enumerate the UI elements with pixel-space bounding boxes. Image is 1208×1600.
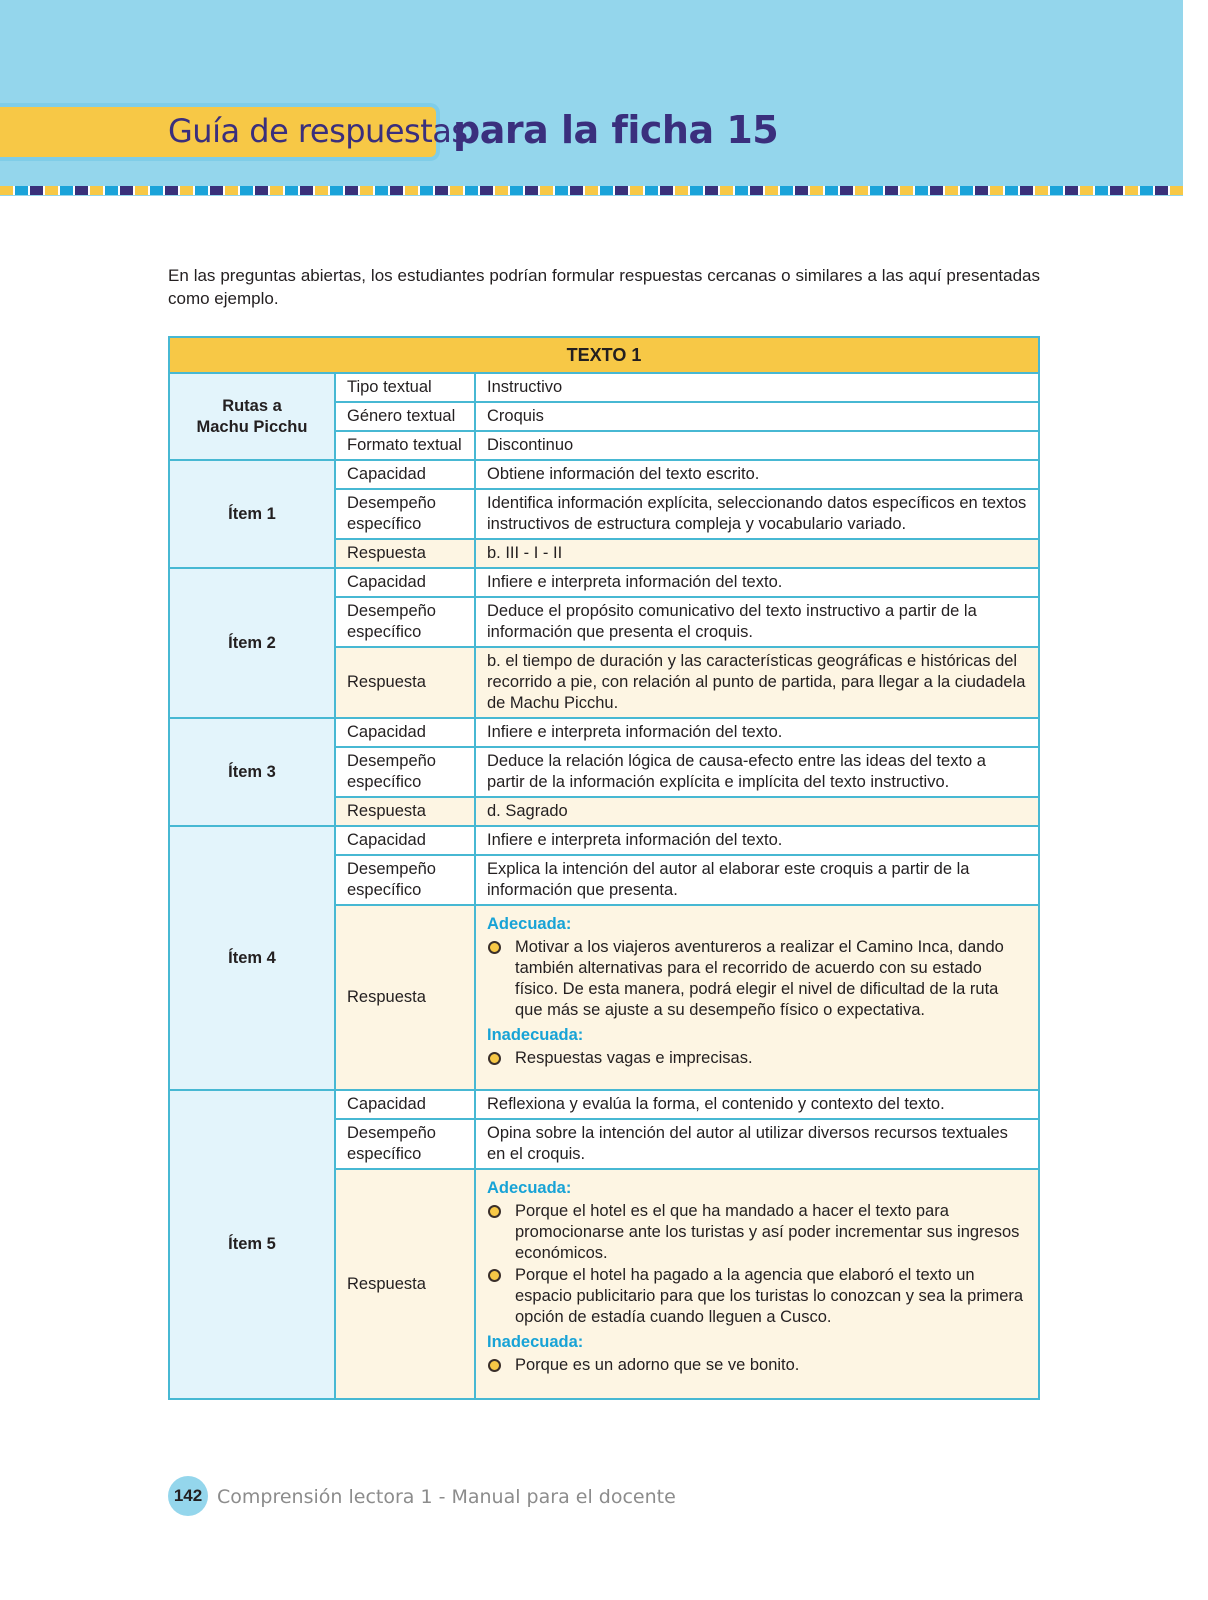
capacidad-value: Infiere e interpreta información del texto. — [475, 826, 1039, 855]
list-item: Porque es un adorno que se ve bonito. — [487, 1355, 1027, 1376]
page-title: para la ficha 15 — [453, 108, 779, 152]
table-row — [169, 1090, 1039, 1119]
decorative-dash-strip — [0, 186, 1183, 195]
capacidad-value: Infiere e interpreta información del texto. — [475, 718, 1039, 747]
desempeno-label: Desempeño específico — [335, 855, 475, 905]
capacidad-label: Capacidad — [335, 568, 475, 597]
desempeno-label: Desempeño específico — [335, 489, 475, 539]
desempeno-value: Deduce la relación lógica de causa-efecto entre las ideas del texto a partir de la información explícita e implícita del texto instructivo. — [475, 747, 1039, 797]
inadecuada-label: Inadecuada: — [487, 1333, 584, 1351]
respuesta-value — [475, 1169, 1039, 1399]
row-value: Croquis — [475, 402, 1039, 431]
respuesta-value — [475, 905, 1039, 1090]
capacidad-value: Obtiene información del texto escrito. — [475, 460, 1039, 489]
list-item: Respuestas vagas e imprecisas. — [487, 1048, 1027, 1069]
desempeno-value: Explica la intención del autor al elaborar este croquis a partir de la información que presenta. — [475, 855, 1039, 905]
capacidad-label: Capacidad — [335, 1090, 475, 1119]
desempeno-label: Desempeño específico — [335, 1119, 475, 1169]
header-banner — [0, 0, 1183, 196]
item-label: Ítem 1 — [169, 460, 335, 568]
desempeno-value: Opina sobre la intención del autor al utilizar diversos recursos textuales en el croquis. — [475, 1119, 1039, 1169]
table-row — [169, 826, 1039, 855]
respuesta-label: Respuesta — [335, 647, 475, 718]
respuesta-label: Respuesta — [335, 1169, 475, 1399]
adecuada-label: Adecuada: — [487, 915, 572, 933]
title-tab-text: Guía de respuestas — [168, 112, 468, 150]
rutas-label: Rutas a Machu Picchu — [169, 373, 335, 460]
page-number: 142 — [168, 1476, 208, 1516]
row-label: Formato textual — [335, 431, 475, 460]
list-item: Motivar a los viajeros aventureros a realizar el Camino Inca, dando también alternativas para el recorrido de acuerdo con su estado físico. De esta manera, podrá elegir el nivel de dificultad de la ruta que más se ajuste a su desempeño físico o expectativa. — [487, 937, 1027, 1021]
row-value: Instructivo — [475, 373, 1039, 402]
capacidad-value: Reflexiona y evalúa la forma, el contenido y contexto del texto. — [475, 1090, 1039, 1119]
respuesta-value: d. Sagrado — [475, 797, 1039, 826]
desempeno-label: Desempeño específico — [335, 747, 475, 797]
inadecuada-label: Inadecuada: — [487, 1026, 584, 1044]
respuesta-label: Respuesta — [335, 905, 475, 1090]
intro-paragraph: En las preguntas abiertas, los estudiantes podrían formular respuestas cercanas o similares a las aquí presentadas como ejemplo. — [168, 266, 1040, 308]
item-label: Ítem 2 — [169, 568, 335, 718]
table-row — [169, 373, 1039, 402]
table-row — [169, 460, 1039, 489]
desempeno-label: Desempeño específico — [335, 597, 475, 647]
adecuada-list — [487, 1201, 1027, 1328]
list-item: Porque el hotel ha pagado a la agencia que elaboró el texto un espacio publicitario para que los turistas lo conozcan y sea la primera opción de estadía cuando lleguen a Cusco. — [487, 1265, 1027, 1328]
inadecuada-list — [487, 1048, 1027, 1069]
row-label: Tipo textual — [335, 373, 475, 402]
table-row — [169, 718, 1039, 747]
row-label: Género textual — [335, 402, 475, 431]
row-value: Discontinuo — [475, 431, 1039, 460]
respuesta-label: Respuesta — [335, 539, 475, 568]
desempeno-value: Identifica información explícita, seleccionando datos específicos en textos instructivos de estructura compleja y vocabulario variado. — [475, 489, 1039, 539]
respuesta-value: b. el tiempo de duración y las características geográficas e históricas del recorrido a pie, con relación al punto de partida, para llegar a la ciudadela de Machu Picchu. — [475, 647, 1039, 718]
inadecuada-list — [487, 1355, 1027, 1376]
respuesta-label: Respuesta — [335, 797, 475, 826]
item-label: Ítem 4 — [169, 826, 335, 1090]
capacidad-label: Capacidad — [335, 718, 475, 747]
item-label: Ítem 3 — [169, 718, 335, 826]
answer-guide-table — [168, 336, 1040, 1400]
footer-text: Comprensión lectora 1 - Manual para el docente — [217, 1486, 676, 1508]
item-label: Ítem 5 — [169, 1090, 335, 1399]
table-heading: TEXTO 1 — [169, 337, 1039, 373]
capacidad-value: Infiere e interpreta información del texto. — [475, 568, 1039, 597]
capacidad-label: Capacidad — [335, 460, 475, 489]
adecuada-label: Adecuada: — [487, 1179, 572, 1197]
capacidad-label: Capacidad — [335, 826, 475, 855]
respuesta-value: b. III - I - II — [475, 539, 1039, 568]
table-row — [169, 568, 1039, 597]
desempeno-value: Deduce el propósito comunicativo del texto instructivo a partir de la información que presenta el croquis. — [475, 597, 1039, 647]
adecuada-list — [487, 937, 1027, 1021]
list-item: Porque el hotel es el que ha mandado a hacer el texto para promocionarse ante los turistas y así poder incrementar sus ingresos económicos. — [487, 1201, 1027, 1264]
